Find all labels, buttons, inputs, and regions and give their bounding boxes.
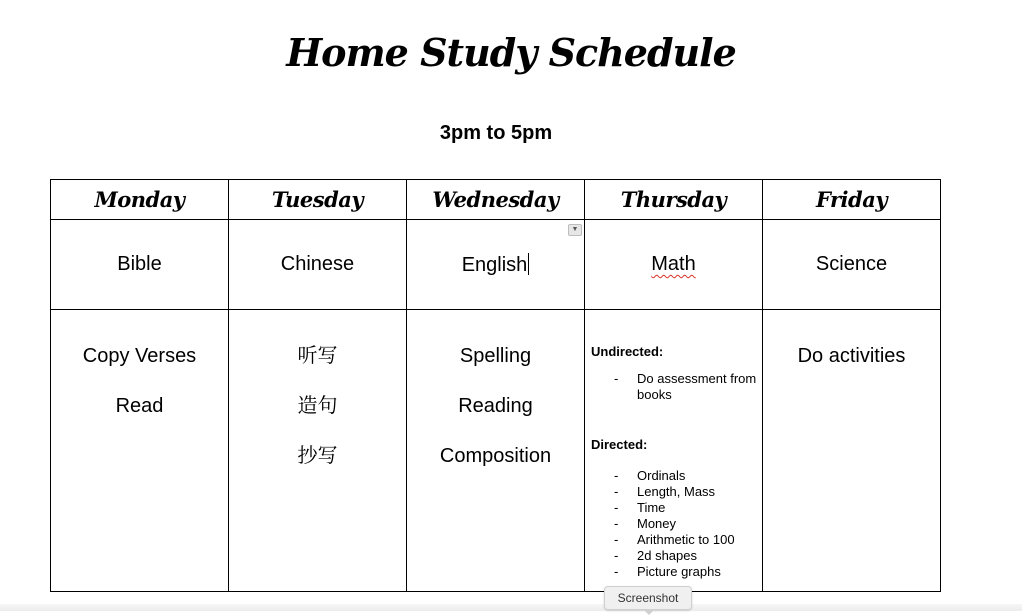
subject-cell-wednesday[interactable] — [407, 220, 585, 310]
day-header-friday[interactable]: Friday — [763, 180, 941, 220]
list-item-text: 2d shapes — [637, 548, 697, 563]
bullet-dash: - — [614, 371, 619, 386]
activity-item: 抄写 — [297, 445, 338, 467]
list-item — [591, 564, 762, 580]
document-subtitle: 3pm to 5pm — [439, 122, 553, 144]
list-item-text: Do assessment from books — [637, 371, 757, 402]
activity-item: Spelling — [459, 345, 532, 367]
subject-label: Bible — [117, 253, 162, 275]
bullet-dash: - — [614, 548, 619, 563]
activity-item: Read — [115, 395, 164, 417]
subject-label-spellcheck: Math — [651, 253, 696, 275]
activity-cell-thursday[interactable] — [585, 310, 763, 592]
activity-cell-monday[interactable] — [51, 310, 229, 592]
document-title: Home Study Schedule — [286, 30, 736, 75]
subject-cell-friday[interactable] — [763, 220, 941, 310]
activity-item: Copy Verses — [82, 345, 197, 367]
list-item — [591, 468, 762, 484]
activity-item: Composition — [439, 445, 552, 467]
bullet-dash: - — [614, 564, 619, 579]
text-cursor — [528, 253, 529, 275]
day-header-row — [51, 180, 941, 220]
list-item — [591, 532, 762, 548]
bullet-dash: - — [614, 500, 619, 515]
undirected-heading: Undirected: — [591, 344, 664, 359]
subject-cell-tuesday[interactable] — [229, 220, 407, 310]
activity-item: 造句 — [297, 395, 338, 417]
day-header-monday[interactable]: Monday — [51, 180, 229, 220]
bullet-dash: - — [614, 468, 619, 483]
subject-label: Chinese — [280, 253, 355, 275]
activity-item: 听写 — [297, 345, 338, 367]
subject-cell-monday[interactable] — [51, 220, 229, 310]
subject-label: English — [461, 253, 528, 276]
day-header-tuesday[interactable]: Tuesday — [229, 180, 407, 220]
list-item — [591, 484, 762, 500]
directed-heading: Directed: — [591, 437, 648, 452]
activity-cell-tuesday[interactable] — [229, 310, 407, 592]
subject-row — [51, 220, 941, 310]
list-item-text: Picture graphs — [637, 564, 721, 579]
list-item — [591, 371, 787, 403]
schedule-table — [50, 179, 941, 592]
bottom-bar — [0, 604, 1022, 611]
bullet-dash: - — [614, 516, 619, 531]
undirected-list — [591, 371, 762, 403]
list-item-text: Time — [637, 500, 666, 515]
day-header-thursday[interactable]: Thursday — [585, 180, 763, 220]
dropdown-arrow-icon[interactable]: ▼ — [568, 224, 582, 236]
activity-cell-wednesday[interactable] — [407, 310, 585, 592]
list-item — [591, 500, 762, 516]
list-item-text: Money — [637, 516, 677, 531]
bullet-dash: - — [614, 532, 619, 547]
day-header-wednesday[interactable]: Wednesday — [407, 180, 585, 220]
subject-cell-thursday[interactable] — [585, 220, 763, 310]
screenshot-tooltip: Screenshot — [604, 586, 692, 610]
directed-list — [591, 468, 762, 580]
activity-item: Do activities — [797, 345, 906, 367]
list-item-text: Ordinals — [637, 468, 686, 483]
activity-row — [51, 310, 941, 592]
bullet-dash: - — [614, 484, 619, 499]
subject-label: Science — [815, 253, 888, 275]
list-item-text: Arithmetic to 100 — [637, 532, 735, 547]
list-item — [591, 516, 762, 532]
activity-cell-friday[interactable] — [763, 310, 941, 592]
list-item-text: Length, Mass — [637, 484, 716, 499]
activity-item: Reading — [458, 395, 533, 417]
list-item — [591, 548, 762, 564]
